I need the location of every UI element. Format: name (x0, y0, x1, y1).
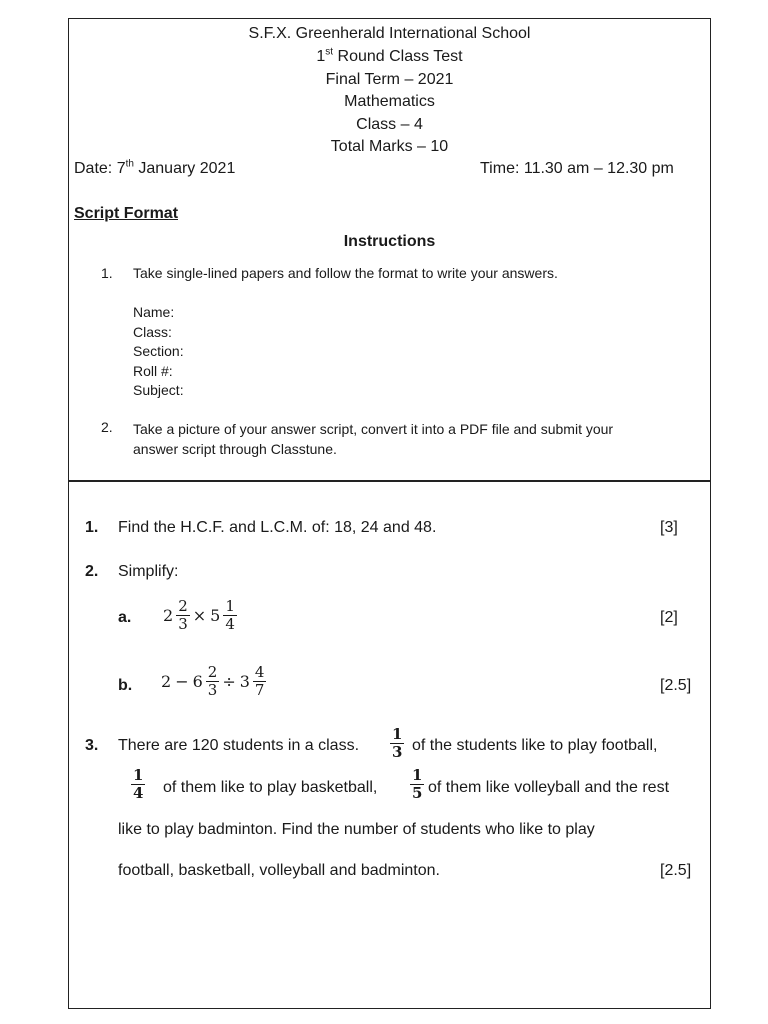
section-divider (69, 480, 710, 482)
q2b-marks: [2.5] (660, 677, 692, 694)
round-title: 1st Round Class Test (316, 46, 463, 65)
q2a-marks: [2] (660, 609, 678, 626)
q2b-label: b. (118, 677, 133, 694)
field-roll: Roll #: (133, 362, 173, 379)
q1-number: 1. (85, 519, 99, 536)
script-format-heading: Script Format (74, 205, 179, 222)
q3-fraction-one-fifth: $\frac{1}{5}$ (412, 766, 423, 802)
field-subject: Subject: (133, 382, 184, 398)
exam-page (68, 18, 711, 1009)
q3-fraction-one-third: $\frac{1}{3}$ (392, 725, 403, 761)
exam-time: Time: 11.30 am – 12.30 pm (480, 160, 674, 177)
q2-number: 2. (85, 563, 99, 580)
school-name: S.F.X. Greenherald International School (248, 25, 531, 42)
q2b-expression: 2 − 6 $\frac{2}{3}$ ÷ 3 $\frac{4}{7}$ (161, 663, 265, 699)
instruction-1-text: Take single-lined papers and follow the format to write your answers. (133, 265, 558, 281)
total-marks: Total Marks – 10 (330, 138, 449, 155)
instruction-2-text: Take a picture of your answer script, convert it into a PDF file and submit your answer script through Classtune. (133, 421, 614, 457)
q1-marks: [3] (660, 519, 678, 536)
field-class: Class: (133, 323, 172, 340)
q2a-label: a. (118, 609, 132, 626)
field-name: Name: (133, 304, 175, 320)
q1-text: Find the H.C.F. and L.C.M. of: 18, 24 and 48. (118, 519, 437, 536)
script-format-fields (133, 303, 184, 401)
q3-line1-rest: of the students like to play football, (412, 737, 658, 754)
q3-line2-rest: of them like volleyball and the rest (428, 779, 670, 796)
exam-date: Date: 7th January 2021 (74, 158, 236, 177)
q2-text: Simplify: (118, 563, 179, 580)
q3-fraction-one-fourth: $\frac{1}{4}$ (133, 766, 144, 802)
instruction-2-number: 2. (101, 419, 113, 435)
q2a-expression: 2 $\frac{2}{3}$ × 5 $\frac{1}{4}$ (163, 597, 235, 633)
instruction-1-number: 1. (101, 265, 113, 281)
q3-line2-mid: of them like to play basketball, (163, 779, 378, 796)
subject-title: Mathematics (344, 93, 435, 110)
q3-marks: [2.5] (660, 862, 692, 879)
q3-number: 3. (85, 737, 99, 754)
term-title: Final Term – 2021 (325, 71, 454, 88)
q3-line4: football, basketball, volleyball and badminton. (118, 862, 440, 879)
class-title: Class – 4 (356, 116, 423, 133)
q3-line3: like to play badminton. Find the number of students who like to play (118, 821, 595, 838)
q3-line1-text: There are 120 students in a class. (118, 737, 360, 754)
instructions-title: Instructions (343, 233, 436, 250)
field-section: Section: (133, 343, 184, 359)
